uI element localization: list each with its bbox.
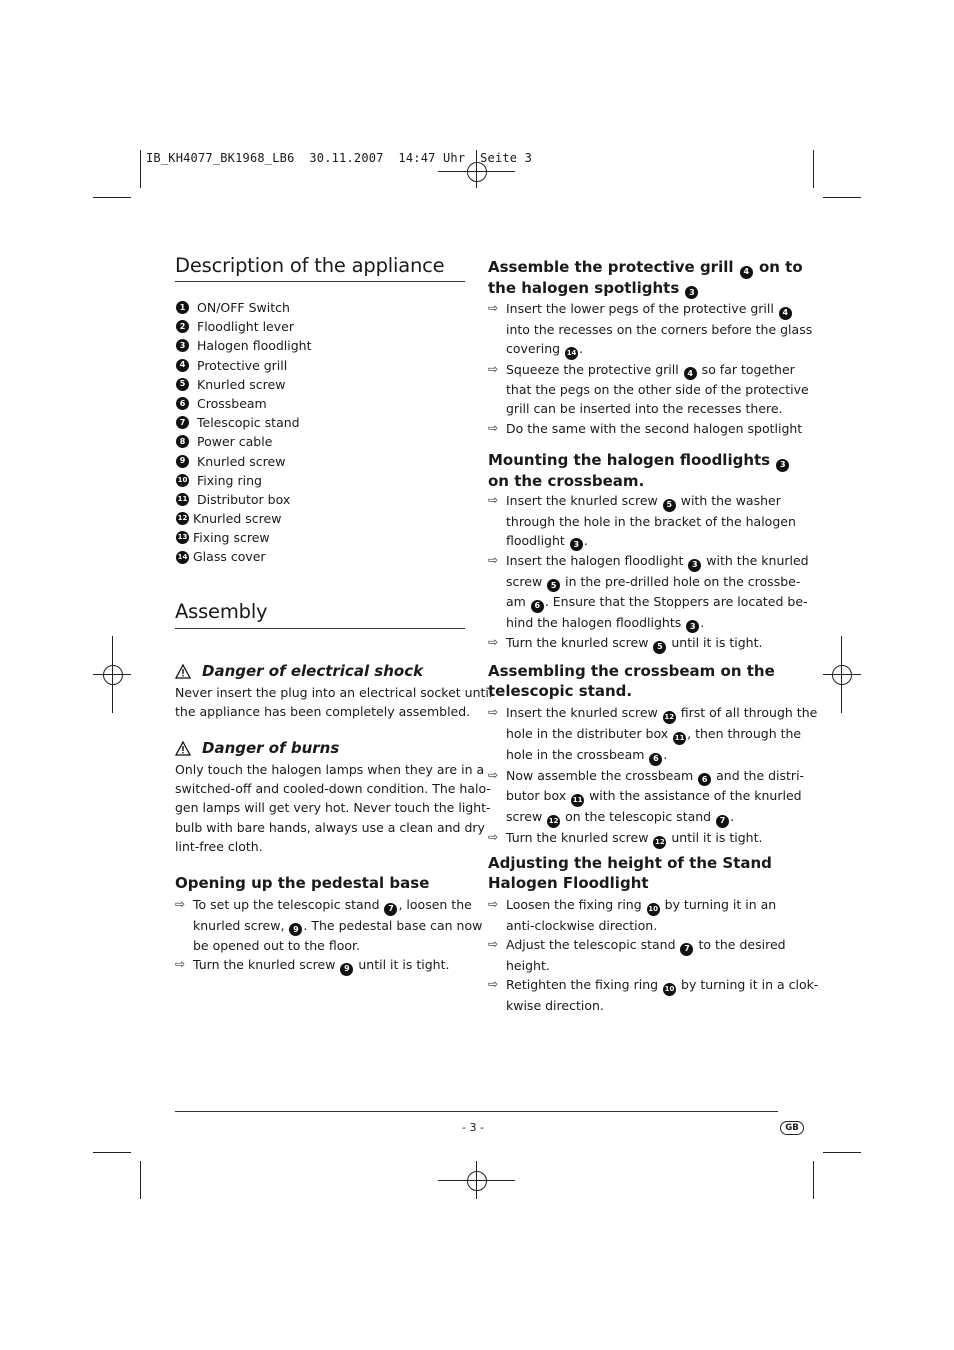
arrow-icon: ⇨ <box>488 976 499 991</box>
part-number-badge: 11 <box>176 493 189 506</box>
arrow-icon: ⇨ <box>488 937 499 952</box>
part-number-badge: 6 <box>531 600 544 613</box>
part-label: Glass cover <box>193 549 266 565</box>
list-item: ⇨ Squeeze the protective grill 4 so far together that the pegs on the other side of the protective grill can be inserted into the recesses there. <box>488 361 809 417</box>
list-item: ⇨ Turn the knurled screw 5 until it is tight. <box>488 633 809 654</box>
bullet-list-crossbeam <box>488 703 817 849</box>
bullet-list-mounting <box>488 491 809 654</box>
part-label: Floodlight lever <box>197 319 294 335</box>
bullet-list-height <box>488 895 818 1015</box>
parts-list-item <box>175 413 312 432</box>
part-number-badge: 10 <box>647 903 660 916</box>
part-label: ON/OFF Switch <box>197 300 290 315</box>
part-number-badge: 4 <box>684 367 697 380</box>
part-label: Fixing ring <box>197 472 262 488</box>
arrow-icon: ⇨ <box>488 361 499 376</box>
part-number-badge: 4 <box>779 307 792 320</box>
part-number-badge: 9 <box>176 455 189 468</box>
text-line: Never insert the plug into an electrical socket until <box>175 685 493 700</box>
part-number-badge: 2 <box>176 320 189 333</box>
parts-list <box>175 298 312 567</box>
arrow-icon: ⇨ <box>175 957 186 972</box>
parts-list-item <box>175 490 312 509</box>
text-line: lint-free cloth. <box>175 838 263 854</box>
arrow-icon: ⇨ <box>488 420 499 435</box>
text-line: gen lamps will get very hot. Never touch the light- <box>175 800 491 816</box>
section-title-description: Description of the appliance <box>175 254 445 277</box>
page-number: - 3 - <box>462 1121 484 1134</box>
part-number-badge: 4 <box>176 359 189 372</box>
list-item: ⇨ Loosen the fixing ring 10 by turning it in an anti-clockwise direction. <box>488 897 777 933</box>
arrow-icon: ⇨ <box>488 767 499 782</box>
part-number-badge: 5 <box>547 579 560 592</box>
subheading-grill: Assemble the protective grill 4 on to the halogen spotlights 3 <box>488 258 803 299</box>
parts-list-item <box>175 394 312 413</box>
part-number-badge: 3 <box>686 620 699 633</box>
parts-list-item <box>175 452 312 471</box>
part-number-badge: 7 <box>384 903 397 916</box>
part-number-badge: 7 <box>176 416 189 429</box>
warning-text-shock <box>175 683 492 721</box>
list-item: ⇨ Insert the lower pegs of the protective grill 4 into the recesses on the corners before the glass covering 14 . <box>488 299 812 360</box>
arrow-icon: ⇨ <box>488 553 499 568</box>
text-line: switched-off and cooled-down condition. The halo- <box>175 781 491 797</box>
part-number-badge: 7 <box>716 815 729 828</box>
warning-triangle-icon <box>175 664 191 679</box>
part-number-badge: 5 <box>176 378 189 391</box>
list-item: ⇨ Insert the halogen floodlight 3 with the knurled screw 5 in the pre-drilled hole on the crossbe- am 6 . Ensure that the Stoppers are located be- hind the halogen floodlights 3 . <box>488 551 809 633</box>
warning-text-burns <box>175 760 491 856</box>
part-number-badge: 14 <box>565 347 578 360</box>
arrow-icon: ⇨ <box>488 705 499 719</box>
print-slug: IB_KH4077_BK1968_LB6 30.11.2007 14:47 Uhr Seite 3 <box>146 151 533 165</box>
arrow-icon: ⇨ <box>488 493 499 507</box>
warning-heading-burns <box>175 739 339 758</box>
part-number-badge: 12 <box>176 512 189 525</box>
text-line: the appliance has been completely assembled. <box>175 704 471 720</box>
parts-list-item <box>175 298 312 317</box>
parts-list-item <box>175 528 312 547</box>
part-number-badge: 10 <box>663 983 676 996</box>
parts-list-item <box>175 432 312 451</box>
bullet-list-grill <box>488 299 812 438</box>
part-number-badge: 14 <box>176 551 189 564</box>
list-item: ⇨ Retighten the fixing ring 10 by turning it in a clok- kwise direction. <box>488 976 819 1013</box>
part-label: Knurled screw <box>197 376 286 392</box>
part-number-badge: 3 <box>176 339 189 352</box>
subheading-crossbeam: Assembling the crossbeam on the telescopic stand. <box>488 662 775 700</box>
arrow-icon: ⇨ <box>488 635 499 650</box>
part-number-badge: 7 <box>680 943 693 956</box>
subheading-mounting: Mounting the halogen floodlights 3 on the crossbeam. <box>488 451 790 491</box>
section-divider <box>175 628 465 629</box>
arrow-icon: ⇨ <box>488 830 499 844</box>
footer-divider <box>175 1111 778 1112</box>
section-divider <box>175 281 465 282</box>
parts-list-item <box>175 336 312 355</box>
part-number-badge: 6 <box>698 773 711 786</box>
part-label: Halogen floodlight <box>197 338 312 354</box>
parts-list-item <box>175 509 312 528</box>
arrow-icon: ⇨ <box>175 897 186 911</box>
part-label: Power cable <box>197 434 273 450</box>
warning-triangle-icon <box>175 741 191 756</box>
part-number-badge: 5 <box>653 641 666 654</box>
part-label: Telescopic stand <box>197 415 300 431</box>
text-line: Only touch the halogen lamps when they are in a <box>175 762 485 777</box>
part-number-badge: 3 <box>685 286 698 299</box>
list-item: ⇨ Insert the knurled screw 12 first of all through the hole in the distributer box 11 , then through the hole in the crossbeam 6 . <box>488 703 817 766</box>
part-number-badge: 9 <box>289 923 302 936</box>
part-number-badge: 12 <box>653 836 666 849</box>
part-number-badge: 3 <box>776 459 789 472</box>
bullet-list-pedestal <box>175 895 482 976</box>
list-item: ⇨ To set up the telescopic stand 7 , loosen the knurled screw, 9 . The pedestal base can now be opened out to the floor. <box>175 897 483 953</box>
part-label: Knurled screw <box>197 453 286 469</box>
part-number-badge: 11 <box>571 794 584 807</box>
part-number-badge: 3 <box>688 559 701 572</box>
part-number-badge: 13 <box>176 531 189 544</box>
part-number-badge: 8 <box>176 435 189 448</box>
parts-list-item <box>175 317 312 336</box>
arrow-icon: ⇨ <box>488 897 499 911</box>
part-number-badge: 11 <box>673 732 686 745</box>
part-number-badge: 3 <box>570 538 583 551</box>
part-number-badge: 10 <box>176 474 189 487</box>
parts-list-item <box>175 471 312 490</box>
text-line: bulb with bare hands, always use a clean and dry <box>175 819 485 835</box>
warning-title: Danger of electrical shock <box>202 662 424 680</box>
subheading-height: Adjusting the height of the Stand Halogen Floodlight <box>488 854 772 892</box>
list-item: ⇨ Adjust the telescopic stand 7 to the desired height. <box>488 937 786 973</box>
arrow-icon: ⇨ <box>488 301 499 315</box>
part-number-badge: 12 <box>547 815 560 828</box>
parts-list-item <box>175 375 312 394</box>
part-number-badge: 6 <box>649 753 662 766</box>
part-number-badge: 12 <box>663 711 676 724</box>
part-number-badge: 9 <box>340 963 353 976</box>
part-label: Fixing screw <box>193 530 270 546</box>
part-label: Knurled screw <box>193 511 282 527</box>
parts-list-item <box>175 547 312 566</box>
part-label: Protective grill <box>197 357 288 373</box>
list-item: ⇨ Do the same with the second halogen spotlight <box>488 419 812 438</box>
warning-heading-shock <box>175 662 423 681</box>
part-number-badge: 6 <box>176 397 189 410</box>
section-title-assembly: Assembly <box>175 600 268 623</box>
language-badge: GB <box>780 1121 804 1135</box>
part-number-badge: 1 <box>176 301 189 314</box>
part-label: Crossbeam <box>197 395 267 411</box>
part-number-badge: 4 <box>740 266 753 279</box>
parts-list-item <box>175 356 312 375</box>
part-number-badge: 5 <box>663 499 676 512</box>
part-label: Distributor box <box>197 491 291 507</box>
list-item: ⇨ Turn the knurled screw 12 until it is tight. <box>488 828 817 849</box>
subheading-pedestal: Opening up the pedestal base <box>175 874 430 892</box>
list-item: ⇨ Now assemble the crossbeam 6 and the distri- butor box 11 with the assistance of the knurled screw 12 on the telescopic stand 7 . <box>488 766 817 829</box>
warning-title: Danger of burns <box>202 739 340 757</box>
list-item: ⇨ Insert the knurled screw 5 with the washer through the hole in the bracket of the halogen floodlight 3 . <box>488 491 809 551</box>
list-item: ⇨ Turn the knurled screw 9 until it is tight. <box>175 955 482 976</box>
